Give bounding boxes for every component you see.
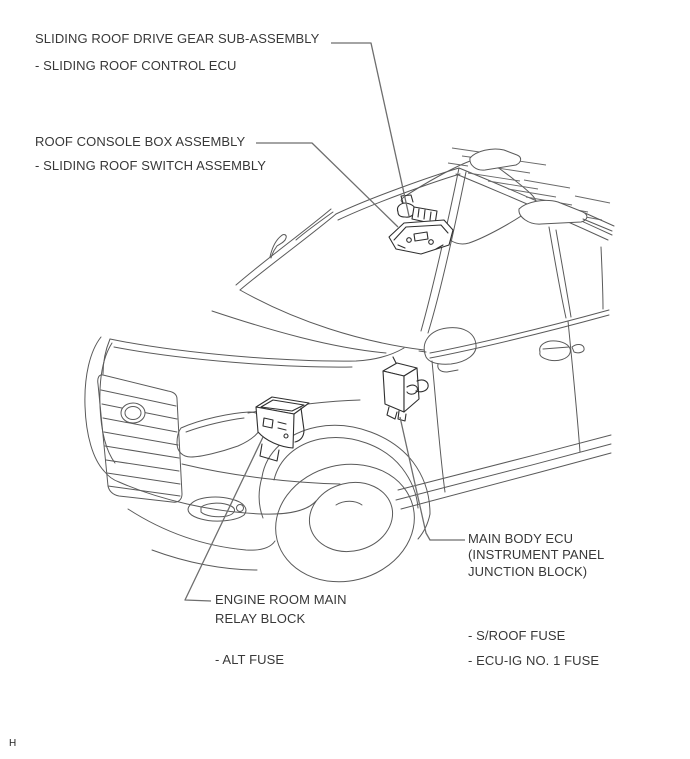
label-sliding-roof-switch: - SLIDING ROOF SWITCH ASSEMBLY <box>35 158 267 173</box>
headlight <box>177 412 262 457</box>
label-engine-room-relay-block <box>215 590 347 629</box>
main-body-ecu-component <box>383 357 428 421</box>
roof-console-component <box>389 195 453 254</box>
page-footer-mark: H <box>9 738 17 749</box>
roof-console-box-part <box>389 220 453 254</box>
brand-emblem <box>121 403 145 423</box>
roof-rail-front-pod <box>470 149 521 170</box>
front-wheel-group <box>259 425 430 596</box>
leader-roof-console <box>256 143 398 227</box>
label-alt-fuse: - ALT FUSE <box>215 652 285 667</box>
tire <box>263 450 427 596</box>
label-engine-relay-line1: ENGINE ROOM MAIN <box>215 592 347 607</box>
hood-group <box>110 311 404 413</box>
wheel-rim <box>302 474 400 560</box>
side-body-group <box>396 227 611 509</box>
roof-rail-rear-pod <box>519 200 587 224</box>
leader-main-body-ecu <box>400 417 465 540</box>
label-main-body-ecu <box>468 531 604 580</box>
label-main-body-ecu-line2: (INSTRUMENT PANEL <box>468 547 605 563</box>
front-end-group <box>85 337 340 570</box>
label-engine-relay-line2: RELAY BLOCK <box>215 611 306 627</box>
label-main-body-ecu-line1: MAIN BODY ECU <box>468 531 574 546</box>
leader-engine-relay <box>185 437 263 601</box>
engine-relay-block-component <box>256 397 309 461</box>
door-handle <box>540 341 584 361</box>
label-sliding-roof-drive-gear: SLIDING ROOF DRIVE GEAR SUB-ASSEMBLY <box>35 31 320 46</box>
label-ecu-ig-fuse: - ECU-IG NO. 1 FUSE <box>468 653 600 668</box>
leader-drive-gear <box>331 43 409 216</box>
label-sliding-roof-control-ecu: - SLIDING ROOF CONTROL ECU <box>35 58 237 73</box>
windshield-group <box>236 168 466 350</box>
label-main-body-ecu-line3: JUNCTION BLOCK) <box>468 563 588 579</box>
label-roof-console-box: ROOF CONSOLE BOX ASSEMBLY <box>35 134 246 149</box>
fog-lamp <box>188 497 246 521</box>
label-sroof-fuse: - S/ROOF FUSE <box>468 628 566 643</box>
